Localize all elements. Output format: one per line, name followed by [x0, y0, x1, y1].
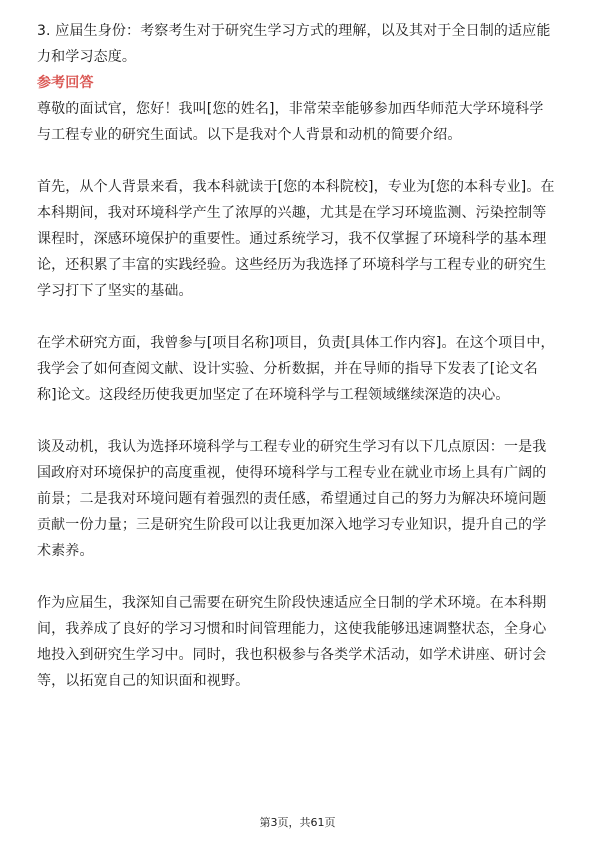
- question-line: 3. 应届生身份：考察考生对于研究生学习方式的理解，以及其对于全日制的适应能: [37, 23, 551, 39]
- page-number-footer: 第3页，共61页: [259, 816, 336, 829]
- paragraph-line: 国政府对环境保护的高度重视，使得环境科学与工程专业在就业市场上具有广阔的: [37, 465, 547, 481]
- paragraph-spacer: [37, 564, 561, 590]
- page-content: [37, 18, 561, 694]
- answer-heading: 参考回答: [37, 75, 94, 91]
- paragraph-line: 谈及动机，我认为选择环境科学与工程专业的研究生学习有以下几点原因：一是我: [37, 439, 547, 455]
- paragraph-motivation: [37, 434, 561, 564]
- paragraph-line: 本科期间，我对环境科学产生了浓厚的兴趣，尤其是在学习环境监测、污染控制等: [37, 205, 547, 221]
- paragraph-line: 术素养。: [37, 543, 94, 559]
- question-line: 力和学习态度。: [37, 49, 137, 65]
- paragraph-line: 与工程专业的研究生面试。以下是我对个人背景和动机的简要介绍。: [37, 127, 462, 143]
- paragraph-research: [37, 330, 561, 408]
- paragraph-line: 课程时，深感环境保护的重要性。通过系统学习，我不仅掌握了环境科学的基本理: [37, 231, 547, 247]
- paragraph-line: 地投入到研究生学习中。同时，我也积极参与各类学术活动，如学术讲座、研讨会: [37, 647, 547, 663]
- paragraph-line: 论，还积累了丰富的实践经验。这些经历为我选择了环境科学与工程专业的研究生: [37, 257, 547, 273]
- paragraph-line: 作为应届生，我深知自己需要在研究生阶段快速适应全日制的学术环境。在本科期: [37, 595, 547, 611]
- paragraph-line: 称]论文。这段经历使我更加坚定了在环境科学与工程领域继续深造的决心。: [37, 387, 510, 403]
- paragraph-intro: [37, 96, 561, 148]
- paragraph-adaptation: [37, 590, 561, 694]
- paragraph-line: 首先，从个人背景来看，我本科就读于[您的本科院校]，专业为[您的本科专业]。在: [37, 179, 555, 195]
- question-block: [37, 18, 561, 70]
- paragraph-line: 学习打下了坚实的基础。: [37, 283, 193, 299]
- paragraph-spacer: [37, 148, 561, 174]
- paragraph-line: 间，我养成了良好的学习习惯和时间管理能力，这使我能够迅速调整状态，全身心: [37, 621, 547, 637]
- paragraph-spacer: [37, 304, 561, 330]
- paragraph-line: 等，以拓宽自己的知识面和视野。: [37, 673, 250, 689]
- paragraph-line: 尊敬的面试官，您好！我叫[您的姓名]，非常荣幸能够参加西华师范大学环境科学: [37, 101, 544, 117]
- paragraph-line: 贡献一份力量；三是研究生阶段可以让我更加深入地学习专业知识，提升自己的学: [37, 517, 547, 533]
- paragraph-line: 我学会了如何查阅文献、设计实验、分析数据，并在导师的指导下发表了[论文名: [37, 361, 538, 377]
- paragraph-background: [37, 174, 561, 304]
- paragraph-line: 在学术研究方面，我曾参与[项目名称]项目，负责[具体工作内容]。在这个项目中，: [37, 335, 555, 351]
- paragraph-spacer: [37, 408, 561, 434]
- paragraph-line: 前景；二是我对环境问题有着强烈的责任感，希望通过自己的努力为解决环境问题: [37, 491, 547, 507]
